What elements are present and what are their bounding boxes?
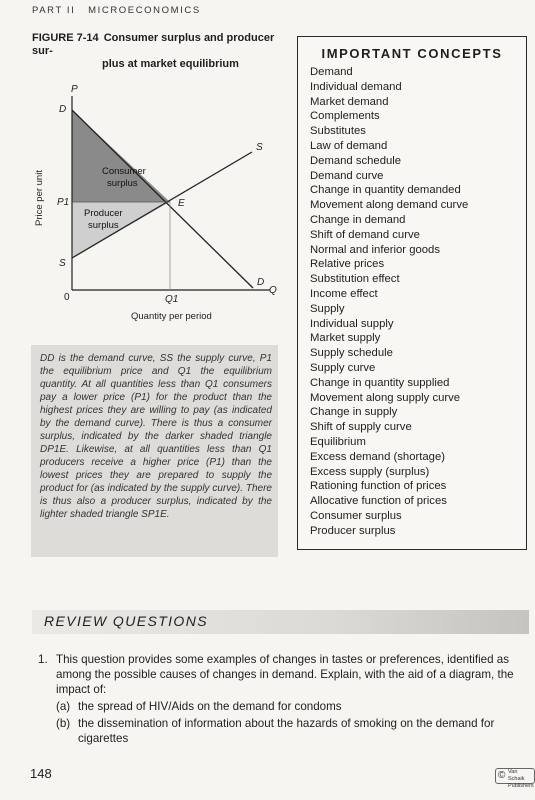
- concept-item: Consumer surplus: [310, 509, 402, 522]
- concept-item: Allocative function of prices: [310, 495, 447, 508]
- x-axis-title: Quantity per period: [131, 311, 212, 322]
- concept-item: Market demand: [310, 95, 389, 108]
- y-axis-label-p: P: [71, 84, 78, 95]
- copyright-icon: ©: [498, 770, 506, 781]
- review-title: REVIEW QUESTIONS: [44, 613, 208, 629]
- concept-item: Producer surplus: [310, 524, 396, 537]
- part-b-text-continued: cigarettes: [78, 732, 129, 745]
- figure-title-line1: Consumer surplus and producer sur-: [32, 32, 275, 57]
- x-axis-label-q: Q: [269, 285, 277, 296]
- concept-item: Demand schedule: [310, 154, 402, 167]
- supply-label-end: S: [256, 142, 263, 153]
- question-number: 1.: [38, 653, 48, 666]
- review-questions-header: [32, 610, 529, 634]
- concept-item: Excess supply (surplus): [310, 465, 430, 478]
- equilibrium-label: E: [178, 198, 185, 209]
- supply-label-start: S: [59, 258, 66, 269]
- producer-surplus-label-2: surplus: [88, 220, 119, 231]
- page-number: 148: [30, 766, 52, 781]
- concept-item: Relative prices: [310, 258, 385, 271]
- demand-label-start: D: [59, 104, 67, 115]
- consumer-surplus-label-2: surplus: [107, 178, 138, 189]
- concept-item: Excess demand (shortage): [310, 450, 445, 463]
- y-axis-title: Price per unit: [34, 170, 45, 226]
- part-b-text: the dissemination of information about the hazards of smoking on the demand for: [78, 717, 495, 730]
- concept-item: Rationing function of prices: [310, 480, 447, 493]
- concept-item: Movement along demand curve: [310, 199, 469, 212]
- concept-item: Shift of supply curve: [310, 421, 412, 434]
- concept-item: Change in demand: [310, 213, 406, 226]
- concept-item: Movement along supply curve: [310, 391, 461, 404]
- concepts-title: IMPORTANT CONCEPTS: [321, 46, 503, 61]
- review-question-1: [38, 652, 527, 746]
- running-header: [32, 5, 201, 16]
- concept-item: Substitution effect: [310, 273, 400, 286]
- concepts-list: [298, 65, 526, 539]
- concept-item: Supply: [310, 302, 345, 315]
- important-concepts-box: [297, 36, 527, 550]
- concept-item: Equilibrium: [310, 435, 366, 448]
- part-a-text: the spread of HIV/Aids on the demand for condoms: [78, 700, 342, 713]
- concept-item: Change in supply: [310, 406, 398, 419]
- concept-item: Change in quantity supplied: [310, 376, 450, 389]
- producer-surplus-label-1: Producer: [84, 208, 123, 219]
- question-part-a: [56, 699, 527, 714]
- q1-label: Q1: [165, 294, 179, 305]
- publisher-line2: Publishers: [508, 783, 534, 789]
- concept-item: Law of demand: [310, 139, 388, 152]
- concept-item: Supply schedule: [310, 347, 393, 360]
- concept-item: Demand: [310, 66, 353, 78]
- concept-item: Market supply: [310, 332, 381, 345]
- concept-item: Change in quantity demanded: [310, 184, 461, 197]
- publisher-line1: Van Schaik: [508, 769, 525, 782]
- part-a-label: (a): [56, 700, 71, 713]
- header-section: MICROECONOMICS: [88, 5, 201, 16]
- publisher-logo: [495, 768, 535, 789]
- concept-item: Supply curve: [310, 361, 376, 374]
- part-b-label: (b): [56, 717, 71, 730]
- question-text: This question provides some examples of changes in tastes or preferences, identified as among the possible causes of changes in demand. Explain, with the aid of a diagram, the impact of:: [56, 653, 514, 696]
- question-part-b: [56, 716, 527, 746]
- caption-text: DD is the demand curve, SS the supply curve, P1 the equilibrium price and Q1 the equilibrium quantity. At all quantities less than Q1 consumers pay a lower price (P1) for the product than the highest prices they are willing to pay (as indicated by the demand curve). There is thus a consumer surplus, indicated by the darker shaded triangle DP1E. Likewise, at all quantities less than Q1 producers receive a higher price (P1) than the lowest prices they are prepared to supply the product for (as indicated by the supply curve). There is thus also a producer surplus, indicated by the lighter shaded triangle SP1E.: [40, 353, 272, 520]
- figure-number: FIGURE 7-14: [32, 32, 99, 44]
- concept-item: Individual supply: [310, 317, 394, 330]
- concept-item: Normal and inferior goods: [310, 243, 440, 256]
- origin-label: 0: [64, 292, 70, 303]
- concept-item: Complements: [310, 110, 380, 123]
- concept-item: Demand curve: [310, 169, 384, 182]
- figure-title: [32, 32, 282, 71]
- concept-item: Shift of demand curve: [310, 228, 420, 241]
- header-part: PART II: [32, 5, 76, 16]
- surplus-diagram: [28, 78, 288, 328]
- concept-item: Substitutes: [310, 125, 366, 138]
- figure-title-line2: plus at market equilibrium: [102, 58, 239, 70]
- demand-label-end: D: [257, 277, 265, 288]
- concept-item: Income effect: [310, 287, 378, 300]
- consumer-surplus-label-1: Consumer: [102, 166, 146, 177]
- concept-item: Individual demand: [310, 80, 402, 93]
- figure-caption: [31, 345, 278, 557]
- p1-label: P1: [57, 197, 70, 208]
